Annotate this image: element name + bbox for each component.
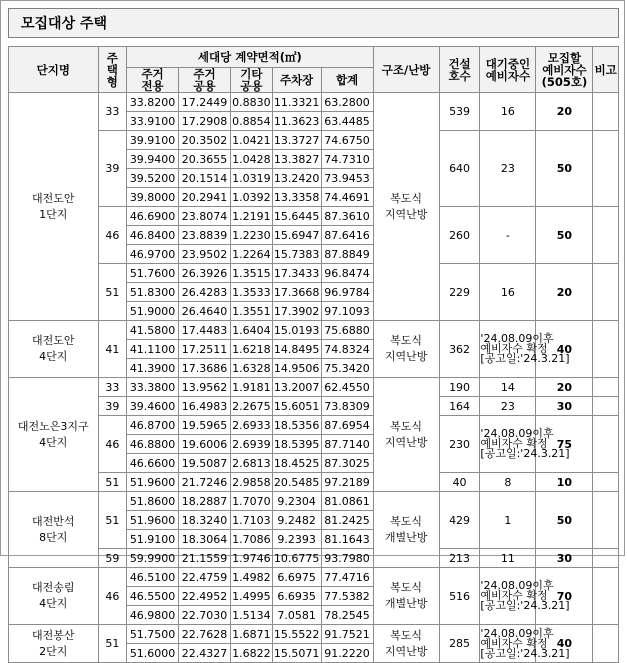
waiting-cell: 14 xyxy=(480,378,536,397)
table-row xyxy=(9,378,619,397)
waiting-note: '24.08.09이후 예비자수 확정 [공고일:'24.3.21] xyxy=(480,321,536,378)
shared-area-cell: 20.3502 xyxy=(179,131,231,150)
shared-area-cell: 26.4640 xyxy=(179,302,231,321)
other-area-cell: 1.0319 xyxy=(230,169,272,188)
other-area-cell: 1.0421 xyxy=(230,131,272,150)
header-parking: 주차장 xyxy=(272,68,321,93)
type-cell: 46 xyxy=(98,207,127,264)
exclusive-area-cell: 51.9000 xyxy=(127,302,179,321)
parking-area-cell: 18.5395 xyxy=(272,435,321,454)
total-area-cell: 77.4716 xyxy=(321,568,373,587)
built-cell: 260 xyxy=(439,207,480,264)
header-type: 주 택 형 xyxy=(98,47,127,93)
exclusive-area-cell: 33.8200 xyxy=(127,93,179,112)
other-area-cell: 0.8854 xyxy=(230,112,272,131)
recruit-cell: 20 xyxy=(536,378,593,397)
shared-area-cell: 22.4327 xyxy=(179,644,231,663)
table-row xyxy=(9,321,619,340)
other-area-cell: 1.7086 xyxy=(230,530,272,549)
table-row xyxy=(9,416,619,435)
total-area-cell: 75.6880 xyxy=(321,321,373,340)
complex-name: 대전도안 4단지 xyxy=(9,321,99,378)
type-cell: 33 xyxy=(98,378,127,397)
exclusive-area-cell: 46.6900 xyxy=(127,207,179,226)
complex-name: 대전송림 4단지 xyxy=(9,568,99,625)
total-area-cell: 73.9453 xyxy=(321,169,373,188)
other-area-cell: 1.2264 xyxy=(230,245,272,264)
other-area-cell: 1.5134 xyxy=(230,606,272,625)
shared-area-cell: 18.3240 xyxy=(179,511,231,530)
recruit-cell: 30 xyxy=(536,397,593,416)
exclusive-area-cell: 51.9600 xyxy=(127,473,179,492)
exclusive-area-cell: 39.9400 xyxy=(127,150,179,169)
parking-area-cell: 9.2482 xyxy=(272,511,321,530)
table-row xyxy=(9,397,619,416)
shared-area-cell: 13.9562 xyxy=(179,378,231,397)
exclusive-area-cell: 39.5200 xyxy=(127,169,179,188)
complex-name: 대전노은3지구 4단지 xyxy=(9,378,99,492)
waiting-cell: 11 xyxy=(480,549,536,568)
waiting-cell: 1 xyxy=(480,492,536,549)
shared-area-cell: 22.4759 xyxy=(179,568,231,587)
exclusive-area-cell: 51.9600 xyxy=(127,511,179,530)
waiting-cell: 23 xyxy=(480,397,536,416)
exclusive-area-cell: 51.8300 xyxy=(127,283,179,302)
parking-area-cell: 15.5071 xyxy=(272,644,321,663)
exclusive-area-cell: 51.7600 xyxy=(127,264,179,283)
exclusive-area-cell: 33.9100 xyxy=(127,112,179,131)
recruit-cell: 20 xyxy=(536,264,593,321)
built-cell: 516 xyxy=(439,568,480,625)
housing-table xyxy=(8,46,619,663)
waiting-cell: 23 xyxy=(480,131,536,207)
parking-area-cell: 13.2007 xyxy=(272,378,321,397)
other-area-cell: 2.6939 xyxy=(230,435,272,454)
table-row xyxy=(9,492,619,511)
built-cell: 640 xyxy=(439,131,480,207)
section-title-bar xyxy=(8,8,619,38)
type-cell: 41 xyxy=(98,321,127,378)
built-cell: 190 xyxy=(439,378,480,397)
exclusive-area-cell: 39.8000 xyxy=(127,188,179,207)
remark-cell xyxy=(593,549,619,568)
table-row xyxy=(9,625,619,644)
structure-cell: 복도식 개별난방 xyxy=(373,568,439,625)
shared-area-cell: 18.3064 xyxy=(179,530,231,549)
remark-cell xyxy=(593,264,619,321)
other-area-cell: 2.2675 xyxy=(230,397,272,416)
waiting-note: '24.08.09이후 예비자수 확정 [공고일:'24.3.21] xyxy=(480,416,536,473)
parking-area-cell: 6.6935 xyxy=(272,587,321,606)
shared-area-cell: 26.3926 xyxy=(179,264,231,283)
table-row xyxy=(9,207,619,226)
type-cell: 39 xyxy=(98,397,127,416)
total-area-cell: 93.7980 xyxy=(321,549,373,568)
header-exclusive: 주거 전용 xyxy=(127,68,179,93)
other-area-cell: 1.9181 xyxy=(230,378,272,397)
other-area-cell: 1.6218 xyxy=(230,340,272,359)
total-area-cell: 75.3420 xyxy=(321,359,373,378)
structure-cell: 복도식 지역난방 xyxy=(373,625,439,663)
recruit-cell: 40 xyxy=(536,321,593,378)
other-area-cell: 1.7103 xyxy=(230,511,272,530)
other-area-cell: 1.3551 xyxy=(230,302,272,321)
exclusive-area-cell: 46.6600 xyxy=(127,454,179,473)
type-cell: 51 xyxy=(98,473,127,492)
total-area-cell: 78.2545 xyxy=(321,606,373,625)
exclusive-area-cell: 51.9100 xyxy=(127,530,179,549)
header-waiting: 대기중인 예비자수 xyxy=(480,47,536,93)
other-area-cell: 1.6328 xyxy=(230,359,272,378)
parking-area-cell: 15.5522 xyxy=(272,625,321,644)
remark-cell xyxy=(593,93,619,131)
header-other: 기타 공용 xyxy=(230,68,272,93)
other-area-cell: 1.0392 xyxy=(230,188,272,207)
parking-area-cell: 13.3727 xyxy=(272,131,321,150)
parking-area-cell: 15.6051 xyxy=(272,397,321,416)
structure-cell: 복도식 지역난방 xyxy=(373,93,439,321)
total-area-cell: 77.5382 xyxy=(321,587,373,606)
parking-area-cell: 17.3668 xyxy=(272,283,321,302)
exclusive-area-cell: 46.8800 xyxy=(127,435,179,454)
waiting-cell: 8 xyxy=(480,473,536,492)
built-cell: 229 xyxy=(439,264,480,321)
exclusive-area-cell: 46.5500 xyxy=(127,587,179,606)
table-row xyxy=(9,93,619,112)
remark-cell xyxy=(593,131,619,207)
total-area-cell: 97.2189 xyxy=(321,473,373,492)
parking-area-cell: 20.5485 xyxy=(272,473,321,492)
exclusive-area-cell: 46.5100 xyxy=(127,568,179,587)
type-cell: 39 xyxy=(98,131,127,207)
waiting-note: '24.08.09이후 예비자수 확정 [공고일:'24.3.21] xyxy=(480,625,536,663)
shared-area-cell: 21.7246 xyxy=(179,473,231,492)
parking-area-cell: 10.6775 xyxy=(272,549,321,568)
parking-area-cell: 9.2304 xyxy=(272,492,321,511)
header-total: 합계 xyxy=(321,68,373,93)
other-area-cell: 1.9746 xyxy=(230,549,272,568)
shared-area-cell: 16.4983 xyxy=(179,397,231,416)
exclusive-area-cell: 41.1100 xyxy=(127,340,179,359)
shared-area-cell: 22.4952 xyxy=(179,587,231,606)
shared-area-cell: 23.8839 xyxy=(179,226,231,245)
header-shared: 주거 공용 xyxy=(179,68,231,93)
total-area-cell: 63.4485 xyxy=(321,112,373,131)
exclusive-area-cell: 33.3800 xyxy=(127,378,179,397)
shared-area-cell: 20.2941 xyxy=(179,188,231,207)
header-structure: 구조/난방 xyxy=(373,47,439,93)
other-area-cell: 1.4995 xyxy=(230,587,272,606)
structure-cell: 복도식 지역난방 xyxy=(373,321,439,378)
parking-area-cell: 15.6947 xyxy=(272,226,321,245)
shared-area-cell: 21.1559 xyxy=(179,549,231,568)
parking-area-cell: 11.3623 xyxy=(272,112,321,131)
table-row xyxy=(9,568,619,587)
total-area-cell: 81.2425 xyxy=(321,511,373,530)
parking-area-cell: 17.3902 xyxy=(272,302,321,321)
total-area-cell: 96.8474 xyxy=(321,264,373,283)
other-area-cell: 1.0428 xyxy=(230,150,272,169)
parking-area-cell: 13.2420 xyxy=(272,169,321,188)
remark-cell xyxy=(593,397,619,416)
shared-area-cell: 22.7628 xyxy=(179,625,231,644)
recruit-cell: 10 xyxy=(536,473,593,492)
structure-cell: 복도식 개별난방 xyxy=(373,492,439,568)
exclusive-area-cell: 39.9100 xyxy=(127,131,179,150)
total-area-cell: 91.2220 xyxy=(321,644,373,663)
total-area-cell: 63.2800 xyxy=(321,93,373,112)
exclusive-area-cell: 59.9900 xyxy=(127,549,179,568)
other-area-cell: 1.6404 xyxy=(230,321,272,340)
built-cell: 362 xyxy=(439,321,480,378)
header-recruit: 모집할 예비자수 (505호) xyxy=(536,47,593,93)
other-area-cell: 0.8830 xyxy=(230,93,272,112)
other-area-cell: 1.2191 xyxy=(230,207,272,226)
parking-area-cell: 11.3321 xyxy=(272,93,321,112)
other-area-cell: 1.2230 xyxy=(230,226,272,245)
recruit-cell: 50 xyxy=(536,131,593,207)
shared-area-cell: 23.8074 xyxy=(179,207,231,226)
built-cell: 40 xyxy=(439,473,480,492)
shared-area-cell: 19.5965 xyxy=(179,416,231,435)
type-cell: 51 xyxy=(98,625,127,663)
other-area-cell: 1.4982 xyxy=(230,568,272,587)
complex-name: 대전도안 1단지 xyxy=(9,93,99,321)
parking-area-cell: 18.5356 xyxy=(272,416,321,435)
total-area-cell: 97.1093 xyxy=(321,302,373,321)
shared-area-cell: 19.5087 xyxy=(179,454,231,473)
parking-area-cell: 13.3358 xyxy=(272,188,321,207)
waiting-cell: 16 xyxy=(480,264,536,321)
shared-area-cell: 17.2908 xyxy=(179,112,231,131)
parking-area-cell: 15.6445 xyxy=(272,207,321,226)
other-area-cell: 1.6871 xyxy=(230,625,272,644)
parking-area-cell: 17.3433 xyxy=(272,264,321,283)
parking-area-cell: 13.3827 xyxy=(272,150,321,169)
type-cell: 33 xyxy=(98,93,127,131)
remark-cell xyxy=(593,321,619,378)
shared-area-cell: 22.7030 xyxy=(179,606,231,625)
exclusive-area-cell: 51.7500 xyxy=(127,625,179,644)
exclusive-area-cell: 41.5800 xyxy=(127,321,179,340)
total-area-cell: 87.8849 xyxy=(321,245,373,264)
type-cell: 59 xyxy=(98,549,127,568)
other-area-cell: 2.6933 xyxy=(230,416,272,435)
table-row xyxy=(9,473,619,492)
total-area-cell: 74.7310 xyxy=(321,150,373,169)
total-area-cell: 74.8324 xyxy=(321,340,373,359)
parking-area-cell: 9.2393 xyxy=(272,530,321,549)
shared-area-cell: 18.2887 xyxy=(179,492,231,511)
built-cell: 230 xyxy=(439,416,480,473)
total-area-cell: 74.6750 xyxy=(321,131,373,150)
parking-area-cell: 14.9506 xyxy=(272,359,321,378)
exclusive-area-cell: 51.8600 xyxy=(127,492,179,511)
header-remark: 비고 xyxy=(593,47,619,93)
total-area-cell: 81.1643 xyxy=(321,530,373,549)
waiting-cell: - xyxy=(480,207,536,264)
total-area-cell: 81.0861 xyxy=(321,492,373,511)
exclusive-area-cell: 51.6000 xyxy=(127,644,179,663)
remark-cell xyxy=(593,207,619,264)
built-cell: 285 xyxy=(439,625,480,663)
shared-area-cell: 20.1514 xyxy=(179,169,231,188)
recruit-cell: 50 xyxy=(536,207,593,264)
other-area-cell: 2.6813 xyxy=(230,454,272,473)
built-cell: 164 xyxy=(439,397,480,416)
table-row xyxy=(9,549,619,568)
total-area-cell: 73.8309 xyxy=(321,397,373,416)
complex-name: 대전반석 8단지 xyxy=(9,492,99,568)
recruit-cell: 70 xyxy=(536,568,593,625)
recruit-cell: 40 xyxy=(536,625,593,663)
parking-area-cell: 15.0193 xyxy=(272,321,321,340)
parking-area-cell: 15.7383 xyxy=(272,245,321,264)
parking-area-cell: 7.0581 xyxy=(272,606,321,625)
total-area-cell: 87.7140 xyxy=(321,435,373,454)
exclusive-area-cell: 41.3900 xyxy=(127,359,179,378)
shared-area-cell: 17.3686 xyxy=(179,359,231,378)
other-area-cell: 1.3515 xyxy=(230,264,272,283)
type-cell: 51 xyxy=(98,264,127,321)
remark-cell xyxy=(593,378,619,397)
recruit-cell: 20 xyxy=(536,93,593,131)
parking-area-cell: 6.6975 xyxy=(272,568,321,587)
header-area-group: 세대당 계약면적(㎡) xyxy=(127,47,373,68)
waiting-cell: 16 xyxy=(480,93,536,131)
shared-area-cell: 20.3655 xyxy=(179,150,231,169)
recruit-cell: 75 xyxy=(536,416,593,473)
table-row xyxy=(9,131,619,150)
shared-area-cell: 17.2511 xyxy=(179,340,231,359)
shared-area-cell: 17.2449 xyxy=(179,93,231,112)
total-area-cell: 87.6954 xyxy=(321,416,373,435)
total-area-cell: 87.3610 xyxy=(321,207,373,226)
other-area-cell: 1.7070 xyxy=(230,492,272,511)
total-area-cell: 96.9784 xyxy=(321,283,373,302)
table-row xyxy=(9,264,619,283)
remark-cell xyxy=(593,625,619,663)
remark-cell xyxy=(593,473,619,492)
total-area-cell: 91.7521 xyxy=(321,625,373,644)
remark-cell xyxy=(593,492,619,549)
built-cell: 213 xyxy=(439,549,480,568)
total-area-cell: 74.4691 xyxy=(321,188,373,207)
header-built: 건설 호수 xyxy=(439,47,480,93)
complex-name: 대전봉산 2단지 xyxy=(9,625,99,663)
shared-area-cell: 26.4283 xyxy=(179,283,231,302)
built-cell: 429 xyxy=(439,492,480,549)
header-complex: 단지명 xyxy=(9,47,99,93)
other-area-cell: 2.9858 xyxy=(230,473,272,492)
other-area-cell: 1.6822 xyxy=(230,644,272,663)
exclusive-area-cell: 39.4600 xyxy=(127,397,179,416)
built-cell: 539 xyxy=(439,93,480,131)
recruit-cell: 30 xyxy=(536,549,593,568)
parking-area-cell: 18.4525 xyxy=(272,454,321,473)
waiting-note: '24.08.09이후 예비자수 확정 [공고일:'24.3.21] xyxy=(480,568,536,625)
remark-cell xyxy=(593,416,619,473)
exclusive-area-cell: 46.8400 xyxy=(127,226,179,245)
type-cell: 51 xyxy=(98,492,127,549)
exclusive-area-cell: 46.9800 xyxy=(127,606,179,625)
structure-cell: 복도식 지역난방 xyxy=(373,378,439,492)
shared-area-cell: 19.6006 xyxy=(179,435,231,454)
shared-area-cell: 17.4483 xyxy=(179,321,231,340)
recruit-cell: 50 xyxy=(536,492,593,549)
remark-cell xyxy=(593,568,619,625)
total-area-cell: 87.6416 xyxy=(321,226,373,245)
exclusive-area-cell: 46.8700 xyxy=(127,416,179,435)
exclusive-area-cell: 46.9700 xyxy=(127,245,179,264)
type-cell: 46 xyxy=(98,416,127,473)
other-area-cell: 1.3533 xyxy=(230,283,272,302)
shared-area-cell: 23.9502 xyxy=(179,245,231,264)
total-area-cell: 62.4550 xyxy=(321,378,373,397)
parking-area-cell: 14.8495 xyxy=(272,340,321,359)
total-area-cell: 87.3025 xyxy=(321,454,373,473)
section-title: 모집대상 주택 xyxy=(21,16,108,32)
type-cell: 46 xyxy=(98,568,127,625)
